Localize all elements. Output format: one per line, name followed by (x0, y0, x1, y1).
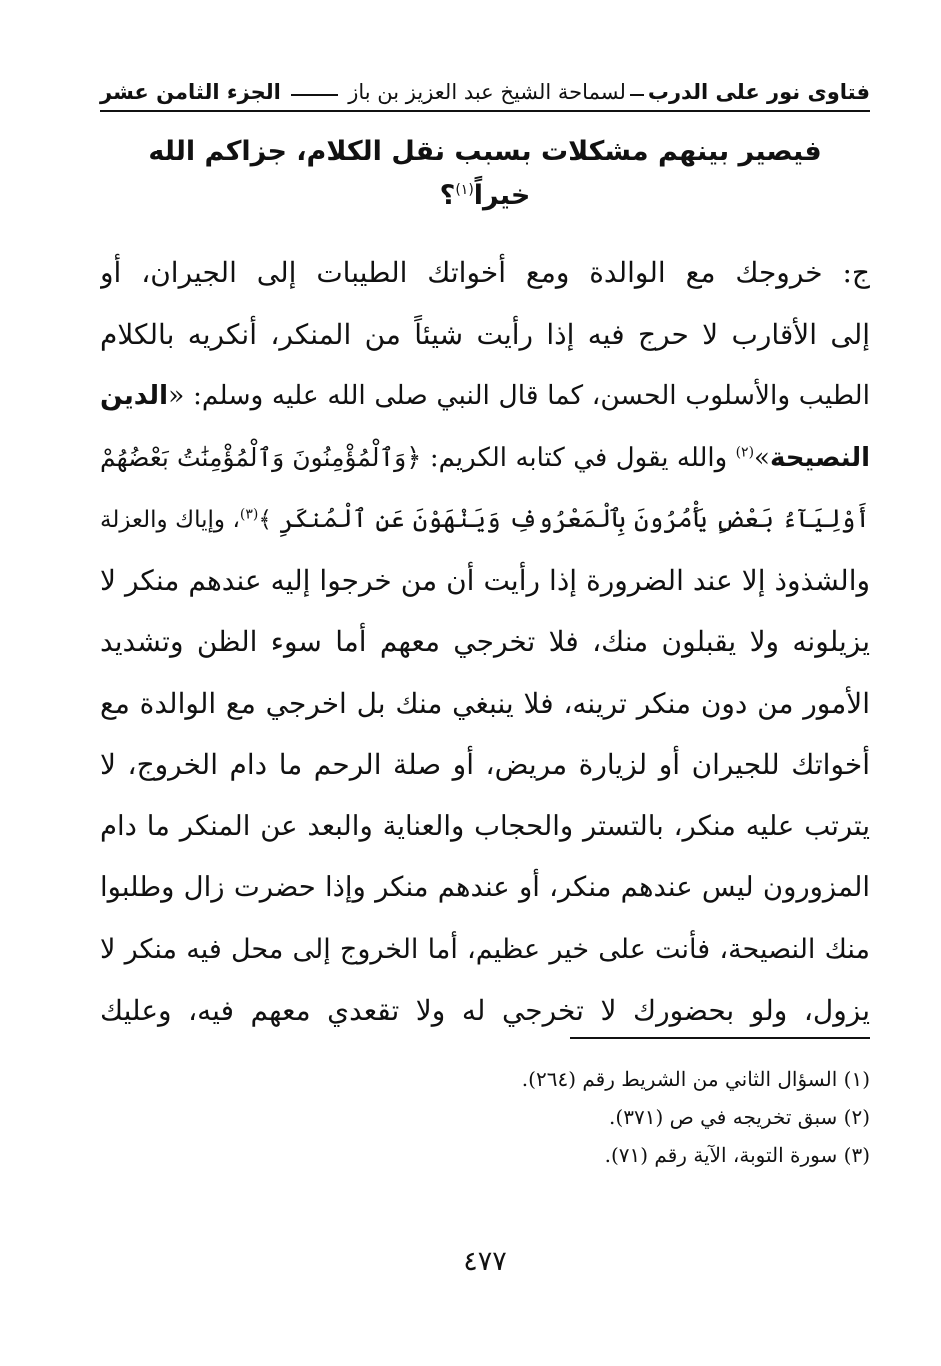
footnote-ref: (٢) (735, 443, 755, 460)
answer-text-run: ج: خروجك مع الوالدة ومع أخواتك الطيبات إلى الجيران، أو (100, 256, 870, 289)
answer-line (100, 242, 870, 304)
page-number: ٤٧٧ (463, 1246, 507, 1277)
answer-text-run: المزورون ليس عندهم منكر، أو عندهم منكر وإذا حضرت زال وطلبوا (100, 871, 870, 903)
header-fill-line (291, 94, 338, 96)
answer-line (100, 304, 870, 366)
quran-verse: أَوْلِيَآءُ بَعْضٍ يَأْمُرُونَ بِٱلْمَعْرُوفِ وَيَنْهَوْنَ عَنِ ٱلْمُنكَرِ (279, 504, 870, 533)
footnote-item: (١) السؤال الثاني من الشريط رقم (٢٦٤). (521, 1067, 870, 1091)
footnote-item: (٢) سبق تخريجه في ص (٣٧١). (609, 1105, 870, 1129)
answer-line (100, 857, 870, 919)
answer-text-run: الأمور من دون منكر ترينه، فلا ينبغي منك بل اخرجي مع الوالدة مع (100, 686, 870, 720)
answer-line (100, 488, 870, 550)
answer-text-run: يترتب عليه منكر، بالتستر والحجاب والعناية والبعد عن المنكر ما دام (100, 809, 870, 842)
answer-text-run: يزول، ولو بحضورك لا تخرجي له ولا تقعدي معهم فيه، وعليك (100, 994, 870, 1027)
quote-mark: » (754, 442, 770, 473)
hadith-text: النصيحة (769, 442, 870, 473)
answer-text-run: منك النصيحة، فأنت على خير عظيم، أما الخروج إلى محل فيه منكر لا (100, 933, 870, 965)
running-header (100, 70, 870, 104)
question-line (100, 130, 870, 218)
answer-text-run: الطيب والأسلوب الحسن، كما قال النبي صلى الله عليه وسلم: « (168, 380, 870, 411)
answer-line (100, 734, 870, 796)
question-footnote-ref: (١) (455, 182, 474, 198)
header-rule (100, 110, 870, 112)
question-text: فيصير بينهم مشكلات بسبب نقل الكلام، جزاكم الله خيراً (148, 136, 822, 211)
book-title: فتاوى نور على الدرب (647, 80, 870, 104)
answer-line (100, 796, 870, 858)
running-header-left (348, 80, 870, 104)
quran-bracket: ﴾ (258, 507, 280, 533)
footnotes (100, 1060, 870, 1174)
answer-text (100, 242, 870, 1042)
author-name: لسماحة الشيخ عبد العزيز بن باز (348, 80, 626, 104)
question-mark: ؟ (439, 180, 456, 211)
hadith-text: الدين (100, 380, 169, 411)
part-title: الجزء الثامن عشر (100, 80, 281, 104)
answer-text-run: إلى الأقارب لا حرج فيه إذا رأيت شيئاً من المنكر، أنكريه بالكلام (100, 317, 870, 351)
answer-text-run: ، وإياك والعزلة (100, 507, 240, 533)
answer-text-run: أخواتك للجيران أو لزيارة مريض، أو صلة الرحم ما دام الخروج، لا (100, 748, 870, 781)
answer-line (100, 980, 870, 1042)
footnote-separator (570, 1037, 870, 1039)
quran-verse: وَٱلْمُؤْمِنُونَ وَٱلْمُؤْمِنَٰتُ بَعْضُهُمْ (100, 442, 407, 472)
answer-line (100, 427, 870, 489)
answer-text-run: والله يقول في كتابه الكريم: ﴿ (406, 442, 736, 473)
answer-line (100, 365, 870, 427)
answer-text-run: يزيلونه ولا يقبلون منك، فلا تخرجي معهم أما سوء الظن وتشديد (100, 625, 870, 658)
header-dash (630, 94, 644, 96)
footnote-item: (٣) سورة التوبة، الآية رقم (٧١). (604, 1143, 870, 1167)
answer-text-run: والشذوذ إلا عند الضرورة إذا رأيت أن من خرجوا إليه عندهم منكر لا (100, 563, 870, 597)
answer-line (100, 919, 870, 981)
footnote-ref: (٣) (239, 506, 259, 523)
book-page (100, 70, 870, 1310)
answer-line (100, 550, 870, 612)
answer-line (100, 611, 870, 673)
answer-line (100, 673, 870, 735)
